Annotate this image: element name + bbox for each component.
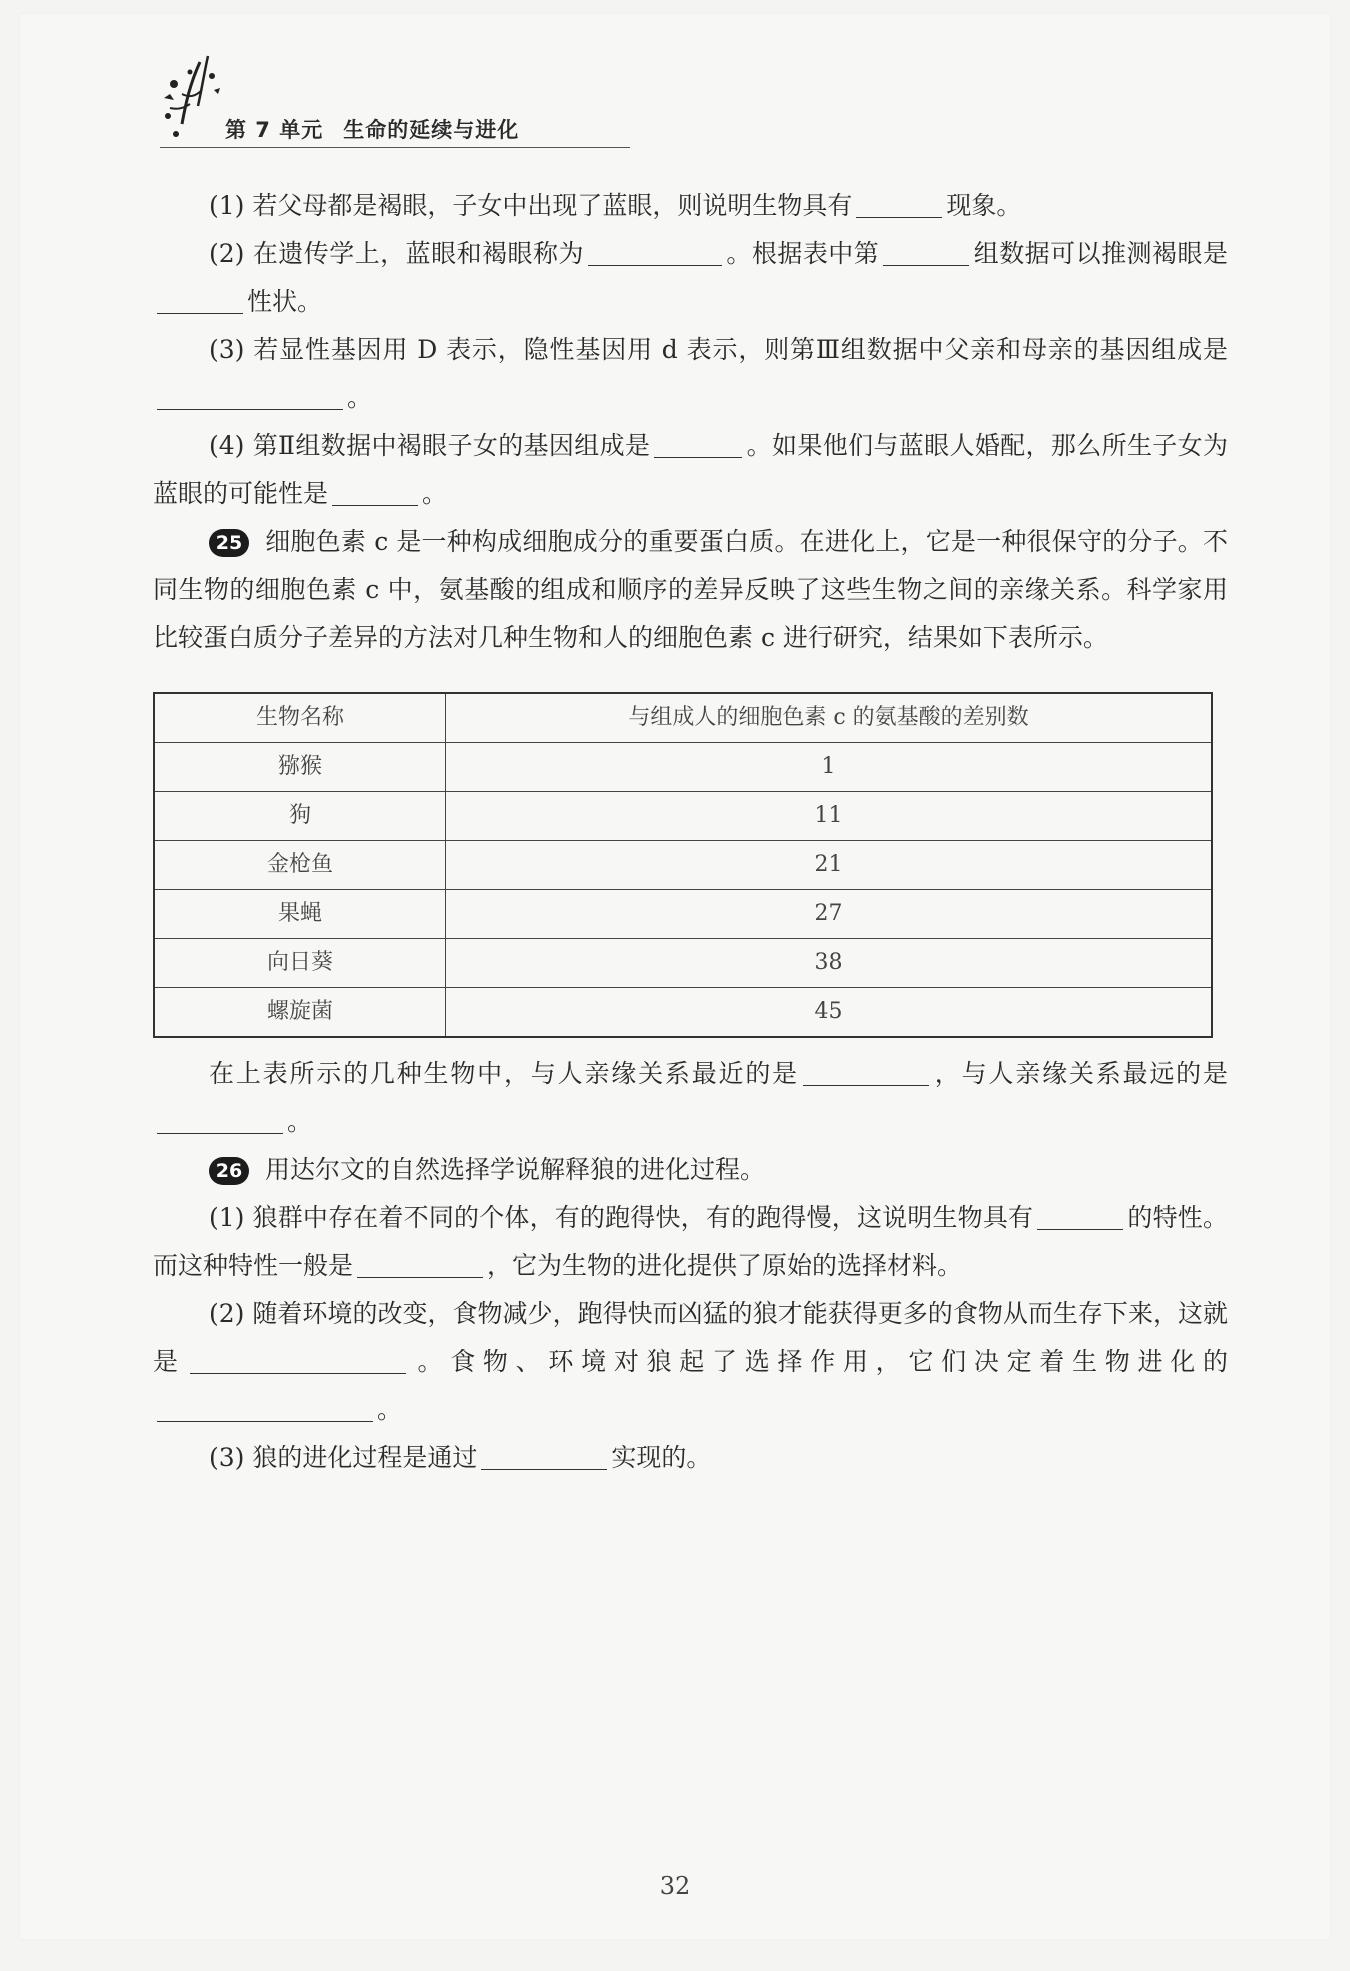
page-content bbox=[153, 182, 1228, 1482]
answer-blank[interactable] bbox=[157, 1395, 373, 1422]
page-number: 32 bbox=[659, 1872, 691, 1900]
table-row bbox=[154, 988, 1212, 1038]
organism-name: 金枪鱼 bbox=[154, 841, 446, 890]
q25-intro: 25 细胞色素 c 是一种构成细胞成分的重要蛋白质。在进化上，它是一种很保守的分子。不同生物的细胞色素 c 中，氨基酸的组成和顺序的差异反映了这些生物之间的亲缘关系。科学家用比较蛋白质分子差异的方法对几种生物和人的细胞色素 c 进行研究，结果如下表所示。 bbox=[153, 527, 1228, 652]
amino-acid-difference: 27 bbox=[446, 890, 1213, 939]
question-number-badge: 25 bbox=[209, 529, 249, 557]
organism-name: 果蝇 bbox=[154, 890, 446, 939]
amino-acid-difference: 1 bbox=[446, 743, 1213, 792]
q25-question: 在上表所示的几种生物中，与人亲缘关系最近的是 ，与人亲缘关系最远的是。 bbox=[153, 1050, 1228, 1146]
unit-title bbox=[225, 114, 519, 144]
header-rule bbox=[160, 147, 630, 148]
table-header-row bbox=[154, 693, 1212, 743]
q26-intro: 26 用达尔文的自然选择学说解释狼的进化过程。 bbox=[153, 1146, 1228, 1194]
table-row bbox=[154, 743, 1212, 792]
answer-blank[interactable] bbox=[883, 239, 969, 266]
table-row bbox=[154, 841, 1212, 890]
table-row bbox=[154, 939, 1212, 988]
answer-blank[interactable] bbox=[856, 191, 942, 218]
answer-blank[interactable] bbox=[332, 479, 418, 506]
unit-name: 生命的延续与进化 bbox=[343, 118, 520, 142]
answer-blank[interactable] bbox=[357, 1251, 483, 1278]
amino-acid-difference: 38 bbox=[446, 939, 1213, 988]
question-number-badge: 26 bbox=[209, 1157, 249, 1185]
table-row bbox=[154, 792, 1212, 841]
cytochrome-c-table bbox=[153, 692, 1213, 1038]
textbook-page bbox=[20, 14, 1330, 1939]
answer-blank[interactable] bbox=[157, 287, 243, 314]
answer-blank[interactable] bbox=[157, 383, 343, 410]
amino-acid-difference: 11 bbox=[446, 792, 1213, 841]
answer-blank[interactable] bbox=[803, 1059, 929, 1086]
organism-name: 猕猴 bbox=[154, 743, 446, 792]
answer-blank[interactable] bbox=[1037, 1203, 1123, 1230]
amino-acid-difference: 21 bbox=[446, 841, 1213, 890]
q24-part1: (1) 若父母都是褐眼，子女中出现了蓝眼，则说明生物具有 现象。 bbox=[209, 191, 1022, 220]
organism-name: 狗 bbox=[154, 792, 446, 841]
answer-blank[interactable] bbox=[481, 1443, 607, 1470]
q26-part1: (1) 狼群中存在着不同的个体，有的跑得快，有的跑得慢，这说明生物具有 的特性。而这种特性一般是 ，它为生物的进化提供了原始的选择材料。 bbox=[153, 1203, 1228, 1280]
page-header bbox=[140, 54, 700, 154]
q24-part3: (3) 若显性基因用 D 表示，隐性基因用 d 表示，则第Ⅲ组数据中父亲和母亲的基因组成是。 bbox=[153, 326, 1228, 422]
answer-blank[interactable] bbox=[157, 1107, 283, 1134]
table-header-cell: 生物名称 bbox=[154, 693, 446, 743]
q26-part2: (2) 随着环境的改变，食物减少，跑得快而凶猛的狼才能获得更多的食物从而生存下来，这就是 。食物、环境对狼起了选择作用，它们决定着生物进化的。 bbox=[153, 1299, 1228, 1424]
table-header-cell: 与组成人的细胞色素 c 的氨基酸的差别数 bbox=[446, 693, 1213, 743]
table-row bbox=[154, 890, 1212, 939]
amino-acid-difference: 45 bbox=[446, 988, 1213, 1038]
q24-part2: (2) 在遗传学上，蓝眼和褐眼称为 。根据表中第 组数据可以推测褐眼是性状。 bbox=[153, 230, 1228, 326]
answer-blank[interactable] bbox=[654, 431, 742, 458]
unit-number: 第 7 单元 bbox=[225, 118, 324, 142]
q26-part3: (3) 狼的进化过程是通过 实现的。 bbox=[209, 1443, 712, 1472]
q24-part4: (4) 第Ⅱ组数据中褐眼子女的基因组成是 。如果他们与蓝眼人婚配，那么所生子女为蓝眼的可能性是 。 bbox=[153, 431, 1228, 508]
organism-name: 向日葵 bbox=[154, 939, 446, 988]
answer-blank[interactable] bbox=[588, 239, 722, 266]
organism-name: 螺旋菌 bbox=[154, 988, 446, 1038]
answer-blank[interactable] bbox=[190, 1347, 406, 1374]
